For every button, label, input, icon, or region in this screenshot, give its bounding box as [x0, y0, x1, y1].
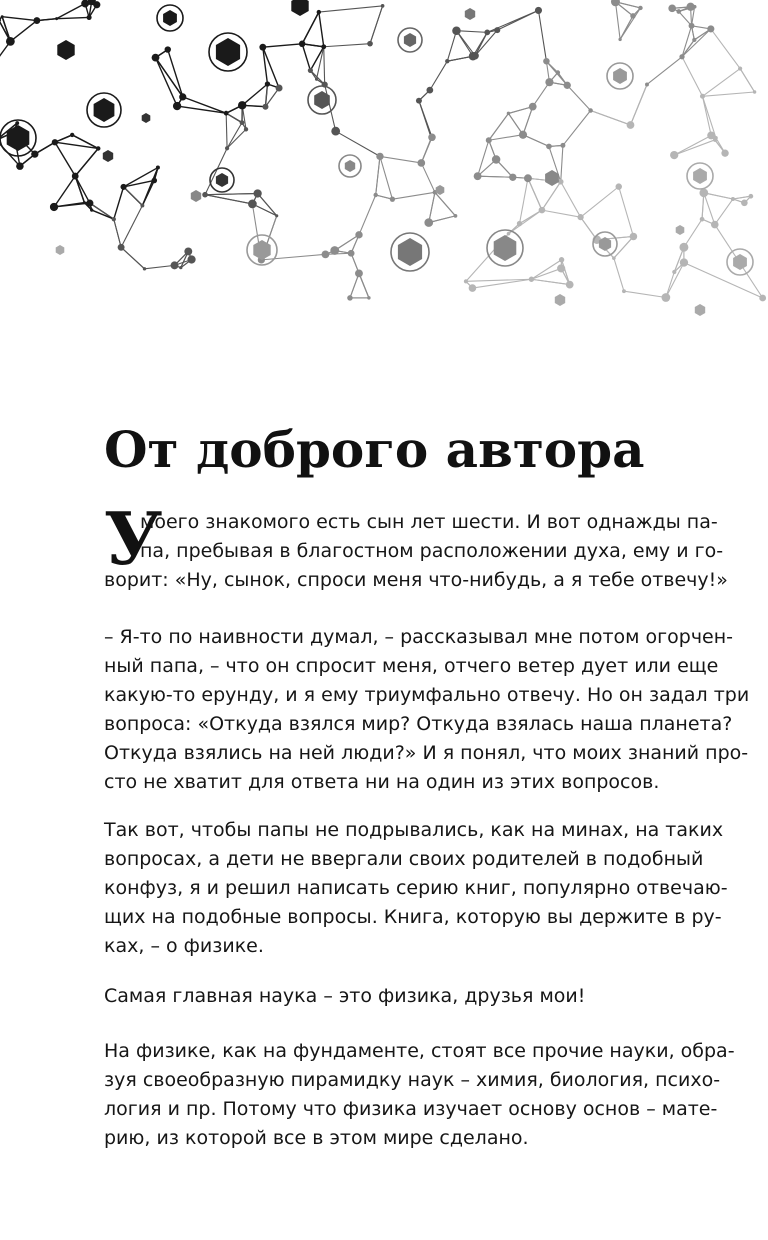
- text-line: Самая главная наука – это физика, друзья мои!: [104, 985, 586, 1007]
- network-node: [577, 214, 583, 220]
- network-node: [70, 133, 74, 137]
- network-link: [703, 96, 712, 135]
- text-line: ках, – о физике.: [104, 935, 264, 957]
- network-node: [330, 246, 339, 255]
- network-node: [202, 192, 208, 198]
- network-node: [87, 15, 92, 20]
- network-hub: [94, 98, 115, 122]
- network-node: [557, 264, 565, 272]
- network-node: [749, 194, 754, 199]
- network-node: [315, 78, 318, 81]
- network-link: [538, 10, 546, 61]
- network-node: [347, 295, 353, 301]
- network-node: [507, 112, 510, 115]
- network-node: [152, 54, 160, 62]
- network-node: [486, 137, 492, 143]
- network-link: [114, 187, 124, 219]
- network-node: [238, 101, 246, 109]
- network-node: [707, 131, 715, 139]
- network-link: [310, 47, 323, 71]
- drop-cap-letter: У: [104, 496, 163, 581]
- network-hub: [163, 10, 177, 26]
- network-link: [509, 210, 542, 234]
- text-line: сто не хватит для ответа ни на один из этих вопросов.: [104, 771, 660, 793]
- network-link: [430, 61, 447, 90]
- network-node: [376, 153, 383, 160]
- network-node: [543, 58, 550, 65]
- network-node: [517, 221, 522, 226]
- network-link: [183, 97, 226, 113]
- text-line: логия и пр. Потому что физика изучает основу основ – мате-: [104, 1098, 718, 1120]
- network-node: [262, 104, 268, 110]
- network-node: [173, 102, 181, 110]
- network-node: [275, 214, 278, 217]
- network-node: [428, 134, 436, 142]
- network-node: [616, 183, 622, 189]
- network-link: [563, 111, 591, 146]
- network-link: [740, 69, 754, 92]
- network-link: [54, 176, 75, 207]
- network-hub: [57, 40, 74, 60]
- network-node: [355, 231, 362, 238]
- network-hub: [465, 8, 475, 20]
- network-hub: [613, 68, 627, 84]
- network-hub: [103, 150, 113, 162]
- network-link: [682, 57, 702, 97]
- network-node: [140, 204, 144, 208]
- network-link: [561, 182, 581, 217]
- text-line: вопросах, а дети не ввергали своих родителей в подобный: [104, 848, 704, 870]
- network-node: [630, 233, 638, 241]
- network-link: [703, 69, 741, 97]
- network-links: [0, 0, 763, 298]
- network-node: [15, 121, 19, 125]
- network-node: [509, 174, 516, 181]
- network-link: [226, 113, 242, 122]
- network-link: [336, 131, 380, 156]
- network-link: [715, 199, 733, 225]
- network-node: [693, 5, 697, 9]
- network-link: [619, 187, 634, 237]
- network-link: [145, 265, 175, 268]
- network-node: [331, 127, 340, 136]
- network-link: [324, 47, 325, 85]
- network-link: [523, 107, 533, 135]
- network-link: [682, 40, 694, 57]
- network-hub: [142, 113, 151, 123]
- network-node: [679, 243, 688, 252]
- network-node: [546, 144, 552, 150]
- network-link: [523, 135, 549, 147]
- network-node: [560, 143, 565, 148]
- network-link: [121, 206, 142, 248]
- network-node: [564, 82, 571, 89]
- network-node: [474, 172, 482, 180]
- network-link: [319, 12, 324, 47]
- network-link: [370, 6, 383, 44]
- network-node: [638, 6, 642, 10]
- network-link: [666, 263, 684, 298]
- network-node: [559, 257, 564, 262]
- network-node: [355, 269, 363, 277]
- network-node: [545, 78, 553, 86]
- network-node: [417, 159, 425, 167]
- network-hub: [695, 304, 705, 316]
- network-link: [177, 106, 226, 113]
- network-node: [265, 81, 270, 86]
- network-node: [165, 46, 171, 52]
- network-link: [263, 44, 302, 47]
- network-node: [171, 261, 179, 269]
- network-node: [471, 52, 478, 59]
- network-node: [52, 139, 58, 145]
- network-hub: [545, 170, 559, 186]
- network-link: [703, 92, 755, 96]
- network-node: [50, 203, 58, 211]
- network-node: [445, 59, 449, 63]
- network-node: [86, 200, 93, 207]
- network-node: [741, 200, 748, 207]
- network-node: [711, 221, 719, 229]
- network-link: [615, 2, 620, 40]
- network-node: [680, 258, 688, 266]
- network-node: [390, 197, 395, 202]
- network-link: [567, 85, 590, 110]
- network-node: [381, 4, 385, 8]
- network-link: [57, 4, 86, 19]
- network-node: [373, 193, 377, 197]
- network-node: [535, 7, 542, 14]
- network-node: [321, 44, 326, 49]
- network-node: [276, 84, 283, 91]
- network-node: [753, 90, 756, 93]
- network-node: [494, 27, 500, 33]
- network-link: [319, 6, 383, 12]
- network-link: [429, 192, 435, 222]
- network-link: [205, 148, 227, 194]
- text-line: какую-то ерунду, и я ему триумфально отвечу. Но он задал три: [104, 684, 750, 706]
- network-link: [124, 187, 143, 206]
- network-link: [704, 193, 715, 225]
- network-link: [614, 258, 624, 291]
- network-node: [588, 108, 592, 112]
- network-node: [630, 13, 635, 18]
- network-node: [6, 37, 15, 46]
- text-line: па, пребывая в благостном расположении духа, ему и го-: [140, 540, 724, 562]
- network-link: [10, 21, 37, 42]
- network-node: [721, 149, 728, 156]
- network-link: [376, 156, 380, 195]
- text-line: зуя своеобразную пирамидку наук – химия, биология, психо-: [104, 1069, 721, 1091]
- network-nodes: [0, 0, 766, 316]
- network-node: [707, 25, 714, 32]
- network-link: [55, 142, 75, 176]
- network-link: [421, 137, 432, 163]
- network-link: [704, 193, 733, 199]
- network-hub: [494, 235, 517, 261]
- network-link: [456, 31, 475, 56]
- network-link: [142, 180, 154, 205]
- network-node: [416, 98, 422, 104]
- network-node: [81, 0, 89, 7]
- network-link: [302, 44, 310, 71]
- network-node: [738, 66, 742, 70]
- network-link: [302, 12, 319, 44]
- network-hub: [676, 225, 685, 235]
- network-link: [630, 84, 647, 124]
- network-link: [316, 47, 323, 80]
- network-hub: [436, 185, 445, 195]
- network-node: [120, 184, 126, 190]
- network-link: [359, 195, 376, 235]
- network-hub: [216, 38, 240, 66]
- network-node: [676, 9, 681, 14]
- network-node: [118, 244, 125, 251]
- network-node: [556, 70, 560, 74]
- network-link: [392, 192, 435, 199]
- network-node: [612, 256, 616, 260]
- network-node: [424, 218, 433, 227]
- network-link: [542, 182, 561, 210]
- network-node: [492, 155, 500, 163]
- network-node: [184, 247, 192, 255]
- text-line: моего знакомого есть сын лет шести. И вот однажды па-: [140, 511, 718, 533]
- network-node: [16, 162, 24, 170]
- network-node: [96, 146, 100, 150]
- network-link: [581, 187, 619, 218]
- paragraph-1: [104, 508, 728, 595]
- text-line: ворит: «Ну, сынок, спроси меня что-нибудь, а я тебе отвечу!»: [104, 569, 728, 591]
- network-node: [452, 26, 461, 35]
- network-node: [143, 267, 146, 270]
- network-link: [489, 135, 523, 141]
- network-node: [156, 166, 160, 170]
- network-hub: [693, 168, 707, 184]
- paragraph-4: [104, 982, 704, 1011]
- network-hub: [191, 190, 201, 202]
- network-node: [1, 15, 4, 18]
- network-link: [591, 111, 631, 125]
- network-link: [542, 210, 581, 217]
- text-line: На физике, как на фундаменте, стоят все прочие науки, обра-: [104, 1040, 735, 1062]
- network-node: [524, 174, 532, 182]
- paragraph-2: [104, 623, 750, 797]
- network-node: [248, 200, 257, 209]
- network-link: [528, 178, 542, 210]
- text-line: – Я-то по наивности думал, – рассказывал мне потом огорчен-: [104, 626, 734, 648]
- network-node: [566, 281, 574, 289]
- network-link: [703, 96, 716, 138]
- network-node: [317, 10, 321, 14]
- network-node: [426, 87, 433, 94]
- text-line: рию, из которой все в этом мире сделано.: [104, 1127, 529, 1149]
- network-link: [380, 156, 421, 163]
- network-node: [645, 83, 649, 87]
- network-link: [421, 163, 435, 192]
- network-node: [700, 217, 705, 222]
- network-node: [469, 284, 477, 292]
- network-node: [759, 295, 766, 302]
- network-node: [225, 146, 229, 150]
- network-hub: [404, 33, 416, 47]
- network-hub: [345, 160, 355, 172]
- chapter-title: От доброго автора: [104, 420, 645, 479]
- network-hub: [253, 240, 270, 260]
- network-node: [507, 232, 511, 236]
- network-link: [435, 192, 456, 216]
- network-node: [689, 23, 695, 29]
- network-node: [672, 270, 676, 274]
- network-node: [519, 131, 527, 139]
- network-node: [484, 29, 490, 35]
- network-node: [692, 38, 696, 42]
- network-node: [611, 0, 620, 6]
- network-node: [668, 5, 676, 13]
- network-node: [367, 41, 373, 47]
- network-link: [674, 135, 711, 155]
- network-node: [244, 127, 248, 131]
- network-link: [380, 156, 392, 199]
- network-link: [620, 8, 640, 39]
- network-node: [90, 208, 93, 211]
- network-link: [456, 31, 487, 33]
- network-node: [31, 151, 38, 158]
- network-node: [670, 151, 678, 159]
- network-link: [647, 57, 682, 85]
- network-link: [75, 148, 98, 176]
- network-node: [322, 250, 330, 258]
- network-link: [478, 176, 513, 177]
- network-node: [308, 68, 313, 73]
- network-node: [348, 250, 355, 257]
- network-node: [151, 178, 157, 184]
- network-link: [302, 44, 324, 47]
- network-link: [205, 195, 252, 204]
- network-link: [561, 145, 563, 181]
- text-line: вопроса: «Откуда взялся мир? Откуда взялась наша планета?: [104, 713, 733, 735]
- network-node: [187, 255, 195, 263]
- network-link: [156, 58, 178, 106]
- network-node: [224, 111, 229, 116]
- network-link: [711, 29, 740, 69]
- network-hub: [216, 173, 228, 187]
- network-link: [121, 247, 144, 269]
- network-link: [114, 219, 121, 247]
- network-node: [539, 207, 546, 214]
- network-link: [533, 82, 550, 106]
- network-link: [684, 219, 702, 247]
- network-link: [324, 44, 370, 47]
- text-line: Так вот, чтобы папы не подрывались, как на минах, на таких: [104, 819, 724, 841]
- network-node: [731, 197, 735, 201]
- network-node: [454, 214, 458, 218]
- network-node: [367, 296, 370, 299]
- network-node: [299, 40, 306, 47]
- network-node: [179, 266, 182, 269]
- network-node: [259, 44, 266, 51]
- network-link: [520, 178, 528, 223]
- network-link: [242, 84, 267, 105]
- network-node: [622, 289, 626, 293]
- network-link: [447, 31, 456, 61]
- network-node: [112, 217, 116, 221]
- network-link: [489, 113, 509, 140]
- network-hub: [291, 0, 308, 16]
- network-link: [258, 193, 277, 215]
- network-node: [627, 121, 635, 129]
- network-hub: [555, 294, 565, 306]
- network-node: [179, 93, 186, 100]
- network-hub: [398, 238, 422, 266]
- network-link: [2, 17, 37, 21]
- paragraph-5: [104, 1037, 735, 1153]
- network-node: [33, 17, 40, 24]
- network-node: [240, 120, 245, 125]
- molecular-network-illustration: [0, 0, 768, 360]
- text-line: щих на подобные вопросы. Книга, которую вы держите в ру-: [104, 906, 722, 928]
- network-node: [464, 279, 468, 283]
- paragraph-3: [104, 816, 728, 961]
- network-link: [261, 254, 325, 260]
- network-node: [679, 54, 684, 59]
- network-link: [57, 17, 89, 18]
- network-node: [55, 17, 58, 20]
- text-line: ный папа, – что он спросит меня, отчего ветер дует или еще: [104, 655, 719, 677]
- network-link: [156, 58, 183, 97]
- network-node: [529, 103, 537, 111]
- network-link: [205, 193, 258, 194]
- network-node: [72, 173, 79, 180]
- network-link: [226, 113, 227, 148]
- network-hub: [314, 91, 330, 109]
- network-link: [674, 140, 715, 155]
- network-node: [83, 201, 86, 204]
- network-node: [618, 38, 621, 41]
- text-line: Откуда взялись на ней люди?» И я понял, что моих знаний про-: [104, 742, 749, 764]
- network-node: [700, 94, 705, 99]
- text-line: конфуз, я и решил написать серию книг, популярно отвечаю-: [104, 877, 728, 899]
- network-link: [624, 291, 666, 297]
- network-link: [531, 279, 569, 284]
- network-link: [419, 101, 431, 138]
- network-node: [529, 277, 534, 282]
- network-hub: [56, 245, 65, 255]
- network-node: [662, 293, 671, 302]
- network-node: [254, 189, 262, 197]
